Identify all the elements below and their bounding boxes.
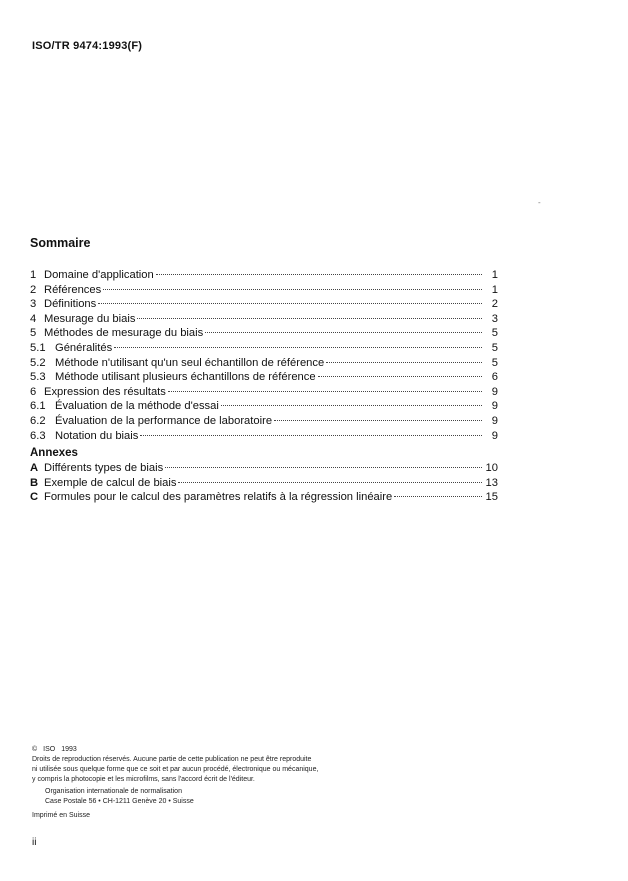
annex-page: 10 xyxy=(485,462,498,475)
leader-dots xyxy=(178,482,482,483)
toc-item-title: Définitions xyxy=(44,298,97,311)
toc-item xyxy=(30,356,498,371)
toc-item-number: 1 xyxy=(30,269,37,281)
leader-dots xyxy=(140,435,482,436)
table-of-contents xyxy=(30,236,498,505)
copyright-year: 1993 xyxy=(61,746,77,753)
toc-item-title: Évaluation de la performance de laboratoire xyxy=(55,414,273,427)
leader-dots xyxy=(98,303,482,304)
rights-line: ni utilisée sous quelque forme que ce soit et par aucun procédé, électronique ou mécanique, xyxy=(32,766,319,773)
toc-item-page: 1 xyxy=(491,269,498,281)
printed-in: Imprimé en Suisse xyxy=(32,812,90,819)
leader-dots xyxy=(103,289,482,290)
leader-dots xyxy=(274,420,482,421)
toc-title: Sommaire xyxy=(30,236,91,250)
toc-item-page: 5 xyxy=(491,356,498,369)
toc-item-number: 6.1 xyxy=(30,400,46,413)
toc-item xyxy=(30,429,498,444)
annex-page: 15 xyxy=(485,491,498,504)
leader-dots xyxy=(165,467,482,468)
toc-item-number: 5 xyxy=(30,327,37,340)
copyright-footer xyxy=(32,745,318,821)
annex-page: 13 xyxy=(485,476,498,489)
toc-item-title: Évaluation de la méthode d'essai xyxy=(55,400,219,413)
annex-item xyxy=(30,476,498,491)
annex-letter: C xyxy=(30,491,39,504)
copyright-org: ISO xyxy=(43,746,56,753)
toc-item-title: Notation du biais xyxy=(55,429,139,442)
annex-letter: A xyxy=(30,462,39,475)
leader-dots xyxy=(137,318,482,319)
toc-item-page: 2 xyxy=(491,298,498,311)
leader-dots xyxy=(156,274,482,275)
toc-item xyxy=(30,385,498,400)
toc-item-title: Références xyxy=(44,283,102,296)
page-number: ii xyxy=(32,837,37,848)
organization-name: Organisation internationale de normalisation xyxy=(45,788,182,795)
toc-item-number: 6.2 xyxy=(30,414,46,427)
toc-item-number: 2 xyxy=(30,283,37,296)
toc-item-title: Méthode n'utilisant qu'un seul échantillon de référence xyxy=(55,356,325,369)
toc-item-title: Méthodes de mesurage du biais xyxy=(44,327,204,340)
document-code: ISO/TR 9474:1993(F) xyxy=(32,40,143,52)
toc-item-number: 6 xyxy=(30,385,37,398)
toc-item-page: 9 xyxy=(491,385,498,398)
annex-title: Différents types de biais xyxy=(44,462,164,475)
toc-item-title: Généralités xyxy=(55,341,113,354)
toc-item-page: 9 xyxy=(491,400,498,413)
leader-dots xyxy=(114,347,482,348)
copyright-icon: © xyxy=(32,746,38,753)
organization-address: Case Postale 56 • CH-1211 Genève 20 • Suisse xyxy=(45,798,194,805)
toc-item xyxy=(30,370,498,385)
toc-item-number: 4 xyxy=(30,312,37,325)
toc-item-page: 1 xyxy=(491,283,498,296)
toc-item-page: 5 xyxy=(491,341,498,354)
toc-item-title: Domaine d'application xyxy=(44,269,154,281)
toc-item-number: 5.3 xyxy=(30,371,46,384)
toc-item-page: 6 xyxy=(491,371,498,384)
toc-item-page: 9 xyxy=(491,414,498,427)
scan-artifact: - xyxy=(538,198,541,207)
leader-dots xyxy=(205,332,482,333)
toc-item-title: Mesurage du biais xyxy=(44,312,136,325)
toc-item-number: 5.2 xyxy=(30,356,46,369)
toc-item xyxy=(30,297,498,312)
toc-item-number: 6.3 xyxy=(30,429,46,442)
toc-item xyxy=(30,414,498,429)
annexes-title: Annexes xyxy=(30,447,78,460)
annex-title: Formules pour le calcul des paramètres relatifs à la régression linéaire xyxy=(44,491,393,504)
toc-item-page: 5 xyxy=(491,327,498,340)
toc-item-number: 3 xyxy=(30,298,37,311)
annex-item xyxy=(30,461,498,476)
leader-dots xyxy=(394,496,482,497)
toc-item-page: 3 xyxy=(491,312,498,325)
leader-dots xyxy=(221,405,482,406)
toc-item xyxy=(30,326,498,341)
annex-title: Exemple de calcul de biais xyxy=(44,476,177,489)
toc-item xyxy=(30,283,498,298)
toc-item-number: 5.1 xyxy=(30,341,46,354)
annex-item xyxy=(30,490,498,505)
copyright-line xyxy=(32,745,318,755)
leader-dots xyxy=(318,376,482,377)
rights-line: Droits de reproduction réservés. Aucune partie de cette publication ne peut être reproduite xyxy=(32,756,312,763)
toc-item-title: Expression des résultats xyxy=(44,385,166,398)
toc-item xyxy=(30,312,498,327)
leader-dots xyxy=(168,391,482,392)
leader-dots xyxy=(326,362,482,363)
toc-item xyxy=(30,399,498,414)
toc-item-page: 9 xyxy=(491,429,498,442)
annex-letter: B xyxy=(30,476,39,489)
toc-item xyxy=(30,268,498,283)
rights-line: y compris la photocopie et les microfilms, sans l'accord écrit de l'éditeur. xyxy=(32,776,255,783)
toc-item xyxy=(30,341,498,356)
toc-item-title: Méthode utilisant plusieurs échantillons de référence xyxy=(55,371,316,384)
